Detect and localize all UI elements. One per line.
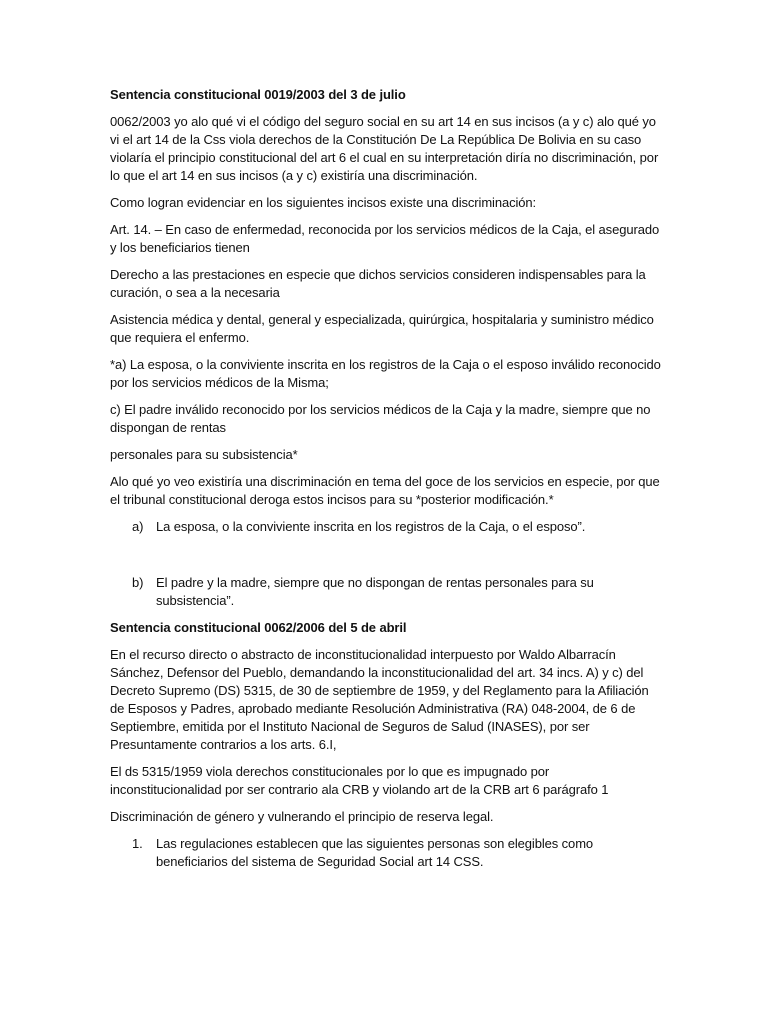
list-text: El padre y la madre, siempre que no dispongan de rentas personales para su subsistencia”.: [156, 575, 594, 608]
list-marker: a): [132, 519, 144, 534]
document-page: [110, 86, 662, 880]
paragraph-art14: Art. 14. – En caso de enfermedad, reconocida por los servicios médicos de la Caja, el asegurado y los beneficiarios tienen: [110, 222, 660, 255]
paragraph-subsistencia: personales para su subsistencia*: [110, 447, 298, 462]
list-marker: 1.: [132, 836, 143, 851]
paragraph-inciso-a: *a) La esposa, o la conviviente inscrita en los registros de la Caja o el esposo inválido reconocido por los servicios médicos de la Misma;: [110, 357, 661, 390]
list-item-b: [110, 574, 662, 610]
spacer: [110, 545, 662, 574]
paragraph-recurso: En el recurso directo o abstracto de inconstitucionalidad interpuesto por Waldo Albarracín Sánchez, Defensor del Pueblo, demandando la inconstitucionalidad del art. 34 incs. A) y c) del Decreto Supremo (DS) 5315, de 30 de septiembre de 1959, y del Reglamento para la Afiliación de Esposos y Padres, aprobado mediante Resolución Administrativa (RA) 048-2004, de 6 de Septiembre, emitida por el Instituto Nacional de Seguros de Salud (INASES), por ser Presuntamente contrarios a los arts. 6.I,: [110, 647, 649, 752]
section-heading-1: Sentencia constitucional 0019/2003 del 3 de julio: [110, 87, 406, 102]
list-item-a: [110, 518, 662, 536]
list-item-1: [110, 835, 662, 871]
paragraph-inciso-c: c) El padre inválido reconocido por los servicios médicos de la Caja y la madre, siempre que no dispongan de rentas: [110, 402, 651, 435]
list-text: Las regulaciones establecen que las siguientes personas son elegibles como beneficiarios del sistema de Seguridad Social art 14 CSS.: [156, 836, 594, 869]
paragraph-asistencia: Asistencia médica y dental, general y especializada, quirúrgica, hospitalaria y suministro médico que requiera el enfermo.: [110, 312, 654, 345]
section-heading-2: Sentencia constitucional 0062/2006 del 5 de abril: [110, 620, 407, 635]
list-text: La esposa, o la conviviente inscrita en los registros de la Caja, o el esposo”.: [156, 519, 586, 534]
paragraph-prestaciones: Derecho a las prestaciones en especie que dichos servicios consideren indispensables para la curación, o sea a la necesaria: [110, 267, 646, 300]
paragraph-evidence: Como logran evidenciar en los siguientes incisos existe una discriminación:: [110, 195, 537, 210]
paragraph-intro: 0062/2003 yo alo qué vi el código del seguro social en su art 14 en sus incisos (a y c) alo qué yo vi el art 14 de la Css viola derechos de la Constitución De La República De Bolivia en su caso violaría el principio constitucional del art 6 el cual en su interpretación diría no discriminación, por lo que el art 14 en sus incisos (a y c) existiría una discriminación.: [110, 114, 659, 183]
paragraph-genero: Discriminación de género y vulnerando el principio de reserva legal.: [110, 809, 494, 824]
paragraph-discriminacion: Alo qué yo veo existiría una discriminación en tema del goce de los servicios en especie, por que el tribunal constitucional deroga estos incisos para su *posterior modificación.*: [110, 474, 660, 507]
list-marker: b): [132, 575, 144, 590]
paragraph-ds: El ds 5315/1959 viola derechos constitucionales por lo que es impugnado por inconstitucionalidad por ser contrario ala CRB y violando art de la CRB art 6 parágrafo 1: [110, 764, 609, 797]
